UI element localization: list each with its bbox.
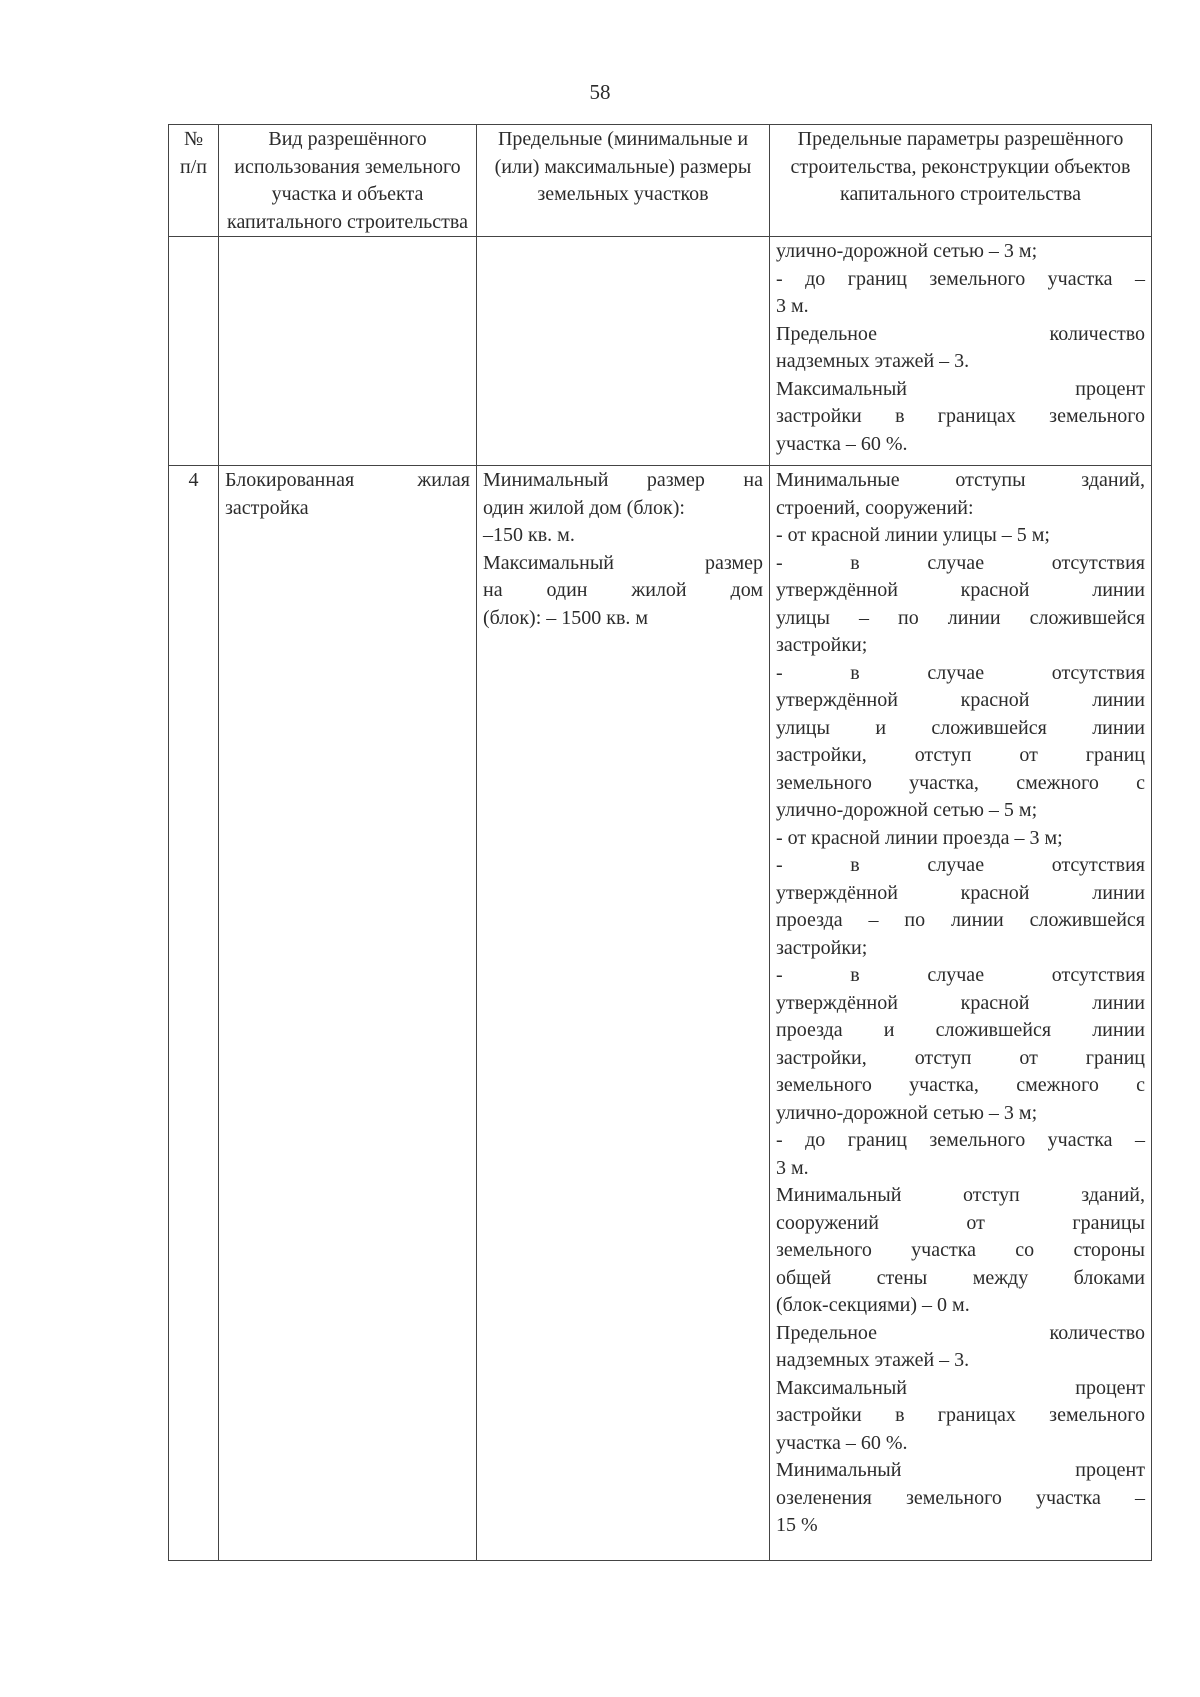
cell-text-line: улично-дорожной сетью – 3 м; [776, 1101, 1038, 1124]
cell-text-line: - от красной линии проезда – 3 м; [776, 826, 1063, 849]
table-row-continued [169, 237, 1152, 466]
header-plot-size: Предельные (минимальные и (или) максимальные) размеры земельных участков [477, 125, 770, 237]
lines-container [776, 467, 1145, 1540]
cell-text-line: - в случае отсутствия [776, 854, 1145, 876]
cell-plot-size [477, 466, 770, 1561]
cell-text-line: застройки в границах земельного [776, 1404, 1145, 1426]
cell-text-line: на один жилой дом [483, 579, 763, 601]
cell-text-line: 3 м. [776, 295, 809, 317]
cell-text-line: утверждённой красной линии [776, 881, 1145, 904]
header-build-params: Предельные параметры разрешённого строительства, реконструкции объектов капитального строительства [770, 125, 1152, 237]
cell-text-line: Предельное количество [776, 322, 1145, 345]
cell-text-line: Предельное количество [776, 1321, 1145, 1344]
lines-container [225, 467, 470, 522]
cell-text-line: озеленения земельного участка – [776, 1486, 1145, 1509]
cell-text-line: улично-дорожной сетью – 5 м; [776, 799, 1038, 821]
cell-use-type [219, 466, 477, 1561]
cell-number-empty [169, 237, 219, 466]
cell-text-line: Максимальный процент [776, 1376, 1145, 1399]
cell-text-line: участка – 60 %. [776, 432, 908, 455]
cell-text-line: застройки; [776, 936, 868, 959]
cell-text-line: один жилой дом (блок): [483, 496, 685, 519]
cell-text-line: проезда и сложившейся линии [776, 1019, 1145, 1041]
cell-text-line: утверждённой красной линии [776, 991, 1145, 1014]
table-header-row [169, 125, 1152, 237]
cell-number: 4 [169, 466, 219, 1561]
page-number: 58 [589, 80, 611, 104]
cell-text-line: Минимальный отступ зданий, [776, 1184, 1145, 1206]
cell-size-empty [477, 237, 770, 466]
cell-text-line: 3 м. [776, 1156, 809, 1179]
cell-text-line: - до границ земельного участка – [776, 1129, 1145, 1151]
cell-build-params [770, 466, 1152, 1561]
cell-text-line: надземных этажей – 3. [776, 1349, 970, 1371]
cell-text-line: 15 % [776, 1514, 818, 1536]
cell-text-line: застройки; [776, 634, 868, 656]
cell-text-line: - до границ земельного участка – [776, 267, 1145, 290]
cell-text-line: утверждённой красной линии [776, 579, 1145, 601]
cell-text-line: застройки, отступ от границ [776, 1046, 1145, 1069]
cell-text-line: –150 кв. м. [483, 524, 575, 546]
lines-container [483, 467, 763, 632]
table-row [169, 466, 1152, 1561]
cell-text-line: (блок-секциями) – 0 м. [776, 1294, 970, 1316]
cell-text-line: общей стены между блоками [776, 1266, 1145, 1289]
lines-container [776, 238, 1145, 458]
cell-text-line: Блокированная жилая [225, 469, 470, 491]
cell-text-line: - в случае отсутствия [776, 964, 1145, 986]
cell-text-line: застройки, отступ от границ [776, 744, 1145, 766]
cell-text-line: Максимальный процент [776, 377, 1145, 400]
cell-text-line: утверждённой красной линии [776, 689, 1145, 711]
cell-text-line: - от красной линии улицы – 5 м; [776, 524, 1050, 546]
cell-text-line: строений, сооружений: [776, 496, 974, 519]
cell-text-line: застройка [225, 496, 309, 519]
cell-text-line: участка – 60 %. [776, 1431, 908, 1454]
cell-text-line: Минимальный размер на [483, 469, 763, 491]
cell-text-line: - в случае отсутствия [776, 661, 1145, 684]
cell-text-line: застройки в границах земельного [776, 405, 1145, 427]
cell-text-line: надземных этажей – 3. [776, 350, 970, 372]
cell-text-line: земельного участка со стороны [776, 1239, 1145, 1261]
cell-text-line: улицы и сложившейся линии [776, 716, 1145, 739]
cell-text-line: Максимальный размер [483, 551, 763, 574]
cell-text-line: Минимальный процент [776, 1459, 1145, 1481]
cell-text-line: улицы – по линии сложившейся [776, 606, 1145, 629]
cell-text-line: земельного участка, смежного с [776, 1074, 1145, 1096]
header-number: № п/п [169, 125, 219, 237]
cell-text-line: (блок): – 1500 кв. м [483, 606, 649, 629]
cell-text-line: Минимальные отступы зданий, [776, 469, 1145, 491]
header-use-type: Вид разрешённого использования земельного участка и объекта капитального строительства [219, 125, 477, 237]
cell-text-line: сооружений от границы [776, 1211, 1145, 1234]
cell-text-line: проезда – по линии сложившейся [776, 909, 1145, 931]
cell-use-empty [219, 237, 477, 466]
land-use-table [168, 124, 1152, 1561]
cell-build-params [770, 237, 1152, 466]
cell-text-line: земельного участка, смежного с [776, 771, 1145, 794]
cell-text-line: - в случае отсутствия [776, 551, 1145, 574]
cell-text-line: улично-дорожной сетью – 3 м; [776, 240, 1038, 262]
